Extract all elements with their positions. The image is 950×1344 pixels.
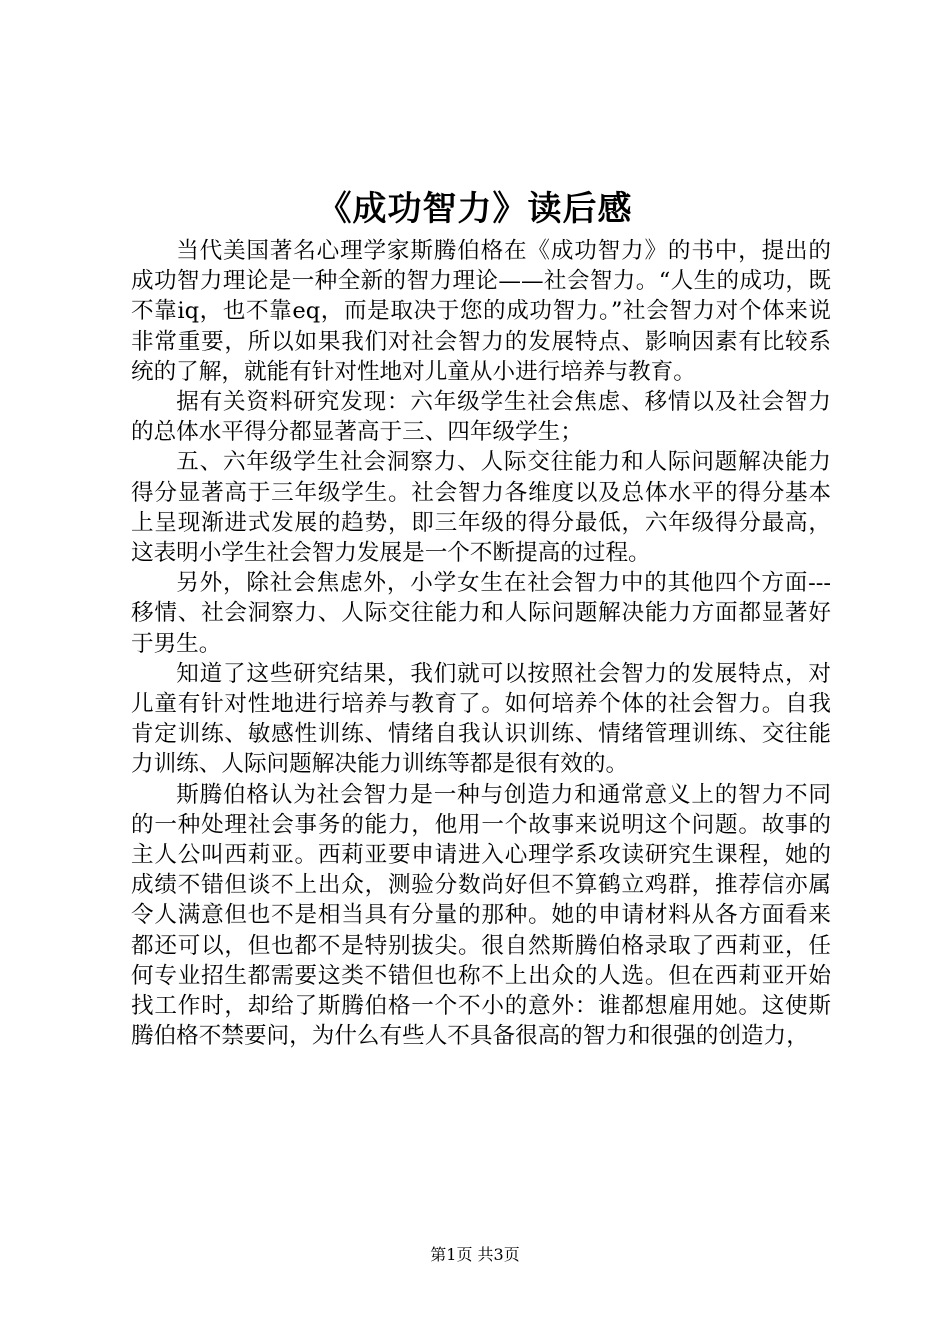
paragraph-5: 知道了这些研究结果，我们就可以按照社会智力的发展特点，对儿童有针对性地进行培养与教育了。如何培养个体的社会智力。自我肯定训练、敏感性训练、情绪自我认识训练、情绪管理训练、交往能力训练、人际问题解决能力训练等都是很有效的。 xyxy=(131,660,831,778)
paragraph-3: 五、六年级学生社会洞察力、人际交往能力和人际问题解决能力得分显著高于三年级学生。社会智力各维度以及总体水平的得分基本上呈现渐进式发展的趋势，即三年级的得分最低，六年级得分最高，这表明小学生社会智力发展是一个不断提高的过程。 xyxy=(131,449,831,567)
paragraph-4: 另外，除社会焦虑外，小学女生在社会智力中的其他四个方面---移情、社会洞察力、人际交往能力和人际问题解决能力方面都显著好于男生。 xyxy=(131,570,831,657)
paragraph-6: 斯腾伯格认为社会智力是一种与创造力和通常意义上的智力不同的一种处理社会事务的能力，他用一个故事来说明这个问题。故事的主人公叫西莉亚。西莉亚要申请进入心理学系攻读研究生课程，她的成绩不错但谈不上出众，测验分数尚好但不算鹤立鸡群，推荐信亦属令人满意但也不是相当具有分量的那种。她的申请材料从各方面看来都还可以，但也都不是特别拔尖。很自然斯腾伯格录取了西莉亚，任何专业招生都需要这类不错但也称不上出众的人选。但在西莉亚开始找工作时，却给了斯腾伯格一个不小的意外：谁都想雇用她。这使斯腾伯格不禁要问，为什么有些人不具备很高的智力和很强的创造力， xyxy=(131,781,831,1050)
paragraph-2: 据有关资料研究发现：六年级学生社会焦虑、移情以及社会智力的总体水平得分都显著高于三、四年级学生； xyxy=(131,389,831,446)
page-title: 《成功智力》读后感 xyxy=(317,189,633,229)
document-body xyxy=(131,236,831,1051)
page-footer: 第1页 共3页 xyxy=(430,1245,520,1264)
paragraph-1: 当代美国著名心理学家斯腾伯格在《成功智力》的书中，提出的成功智力理论是一种全新的智力理论——社会智力。“人生的成功，既不靠iq，也不靠eq，而是取决于您的成功智力。”社会智力对个体来说非常重要，所以如果我们对社会智力的发展特点、影响因素有比较系统的了解，就能有针对性地对儿童从小进行培养与教育。 xyxy=(131,238,831,385)
